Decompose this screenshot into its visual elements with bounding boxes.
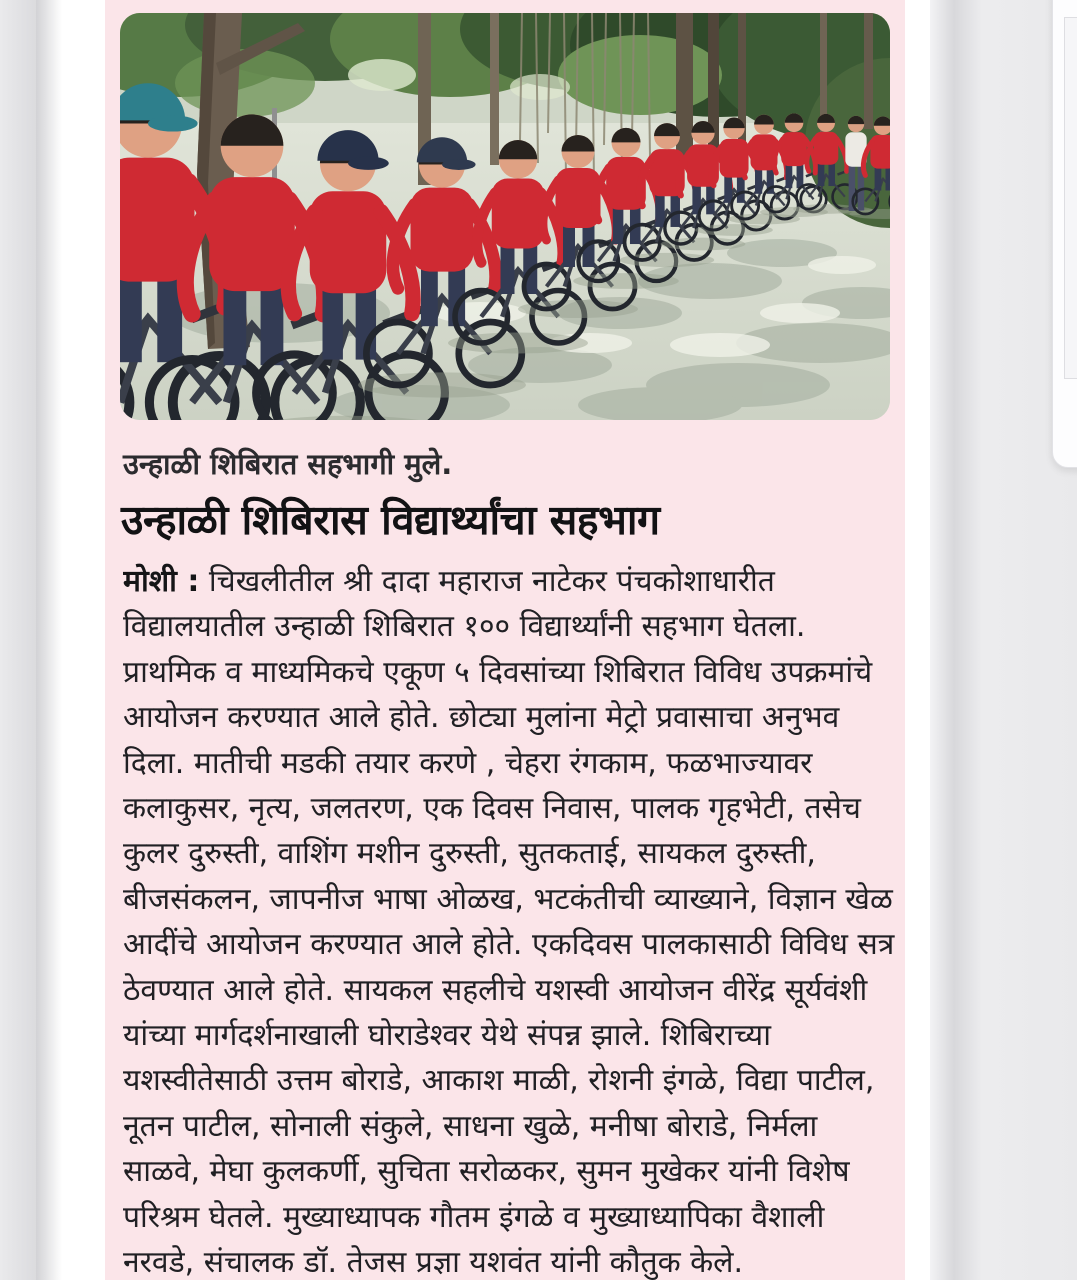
- body-line: यांच्या मार्गदर्शनाखाली घोराडेश्वर येथे संपन्न झाले. शिबिराच्या: [123, 1018, 771, 1054]
- article-body: [123, 559, 895, 1286]
- body-line: बीजसंकलन, जापनीज भाषा ओळख, भटकंतीची व्याख्याने, विज्ञान खेळ: [123, 881, 893, 917]
- body-line: परिश्रम घेतले. मुख्याध्यापक गौतम इंगळे व मुख्याध्यापिका वैशाली: [123, 1199, 825, 1235]
- body-line: कलाकुसर, नृत्य, जलतरण, एक दिवस निवास, पालक गृहभेटी, तसेच: [123, 791, 861, 827]
- body-line: नरवडे, संचालक डॉ. तेजस प्रज्ञा यशवंत यांनी कौतुक केले.: [123, 1245, 744, 1281]
- body-line: साळवे, मेघा कुलकर्णी, सुचिता सरोळकर, सुमन मुखेकर यांनी विशेष: [123, 1154, 850, 1190]
- body-line-first-text: चिखलीतील श्री दादा महाराज नाटेकर पंचकोशाधारीत: [208, 564, 775, 599]
- photo-illustration: [120, 13, 890, 420]
- next-page-card-content: [1064, 17, 1077, 379]
- left-page-shadow: [36, 0, 62, 1280]
- body-line: यशस्वीतेसाठी उत्तम बोराडे, आकाश माळी, रोशनी इंगळे, विद्या पाटील,: [123, 1063, 875, 1099]
- body-line: ठेवण्यात आले होते. सायकल सहलीचे यशस्वी आयोजन वीरेंद्र सूर्यवंशी: [123, 972, 868, 1008]
- body-line: आदींचे आयोजन करण्यात आले होते. एकदिवस पालकासाठी विविध सत्र: [123, 927, 895, 963]
- body-line: कुलर दुरुस्ती, वाशिंग मशीन दुरुस्ती, सुतकताई, सायकल दुरुस्ती,: [123, 836, 816, 872]
- body-lines: [123, 604, 895, 1285]
- article-headline: उन्हाळी शिबिरास विद्यार्थ्यांचा सहभाग: [121, 496, 660, 544]
- left-page-edge: [0, 0, 36, 1280]
- dateline: मोशी :: [123, 564, 200, 599]
- body-line: नूतन पाटील, सोनाली संकुले, साधना खुळे, मनीषा बोराडे, निर्मला: [123, 1108, 818, 1144]
- news-photo: [120, 13, 890, 420]
- body-line: प्राथमिक व माध्यमिकचे एकूण ५ दिवसांच्या शिबिरात विविध उपक्रमांचे: [123, 654, 873, 690]
- news-clip-panel[interactable]: [105, 0, 905, 1280]
- body-line: विद्यालयातील उन्हाळी शिबिरात १०० विद्यार्थ्यांनी सहभाग घेतला.: [123, 609, 806, 645]
- next-page-card[interactable]: [1052, 0, 1077, 468]
- body-line: दिला. मातीची मडकी तयार करणे , चेहरा रंगकाम, फळभाज्यावर: [123, 745, 813, 781]
- photo-caption: उन्हाळी शिबिरात सहभागी मुले.: [123, 447, 453, 481]
- body-line: आयोजन करण्यात आले होते. छोट्या मुलांना मेट्रो प्रवासाचा अनुभव: [123, 700, 840, 736]
- body-line-first: [123, 559, 895, 604]
